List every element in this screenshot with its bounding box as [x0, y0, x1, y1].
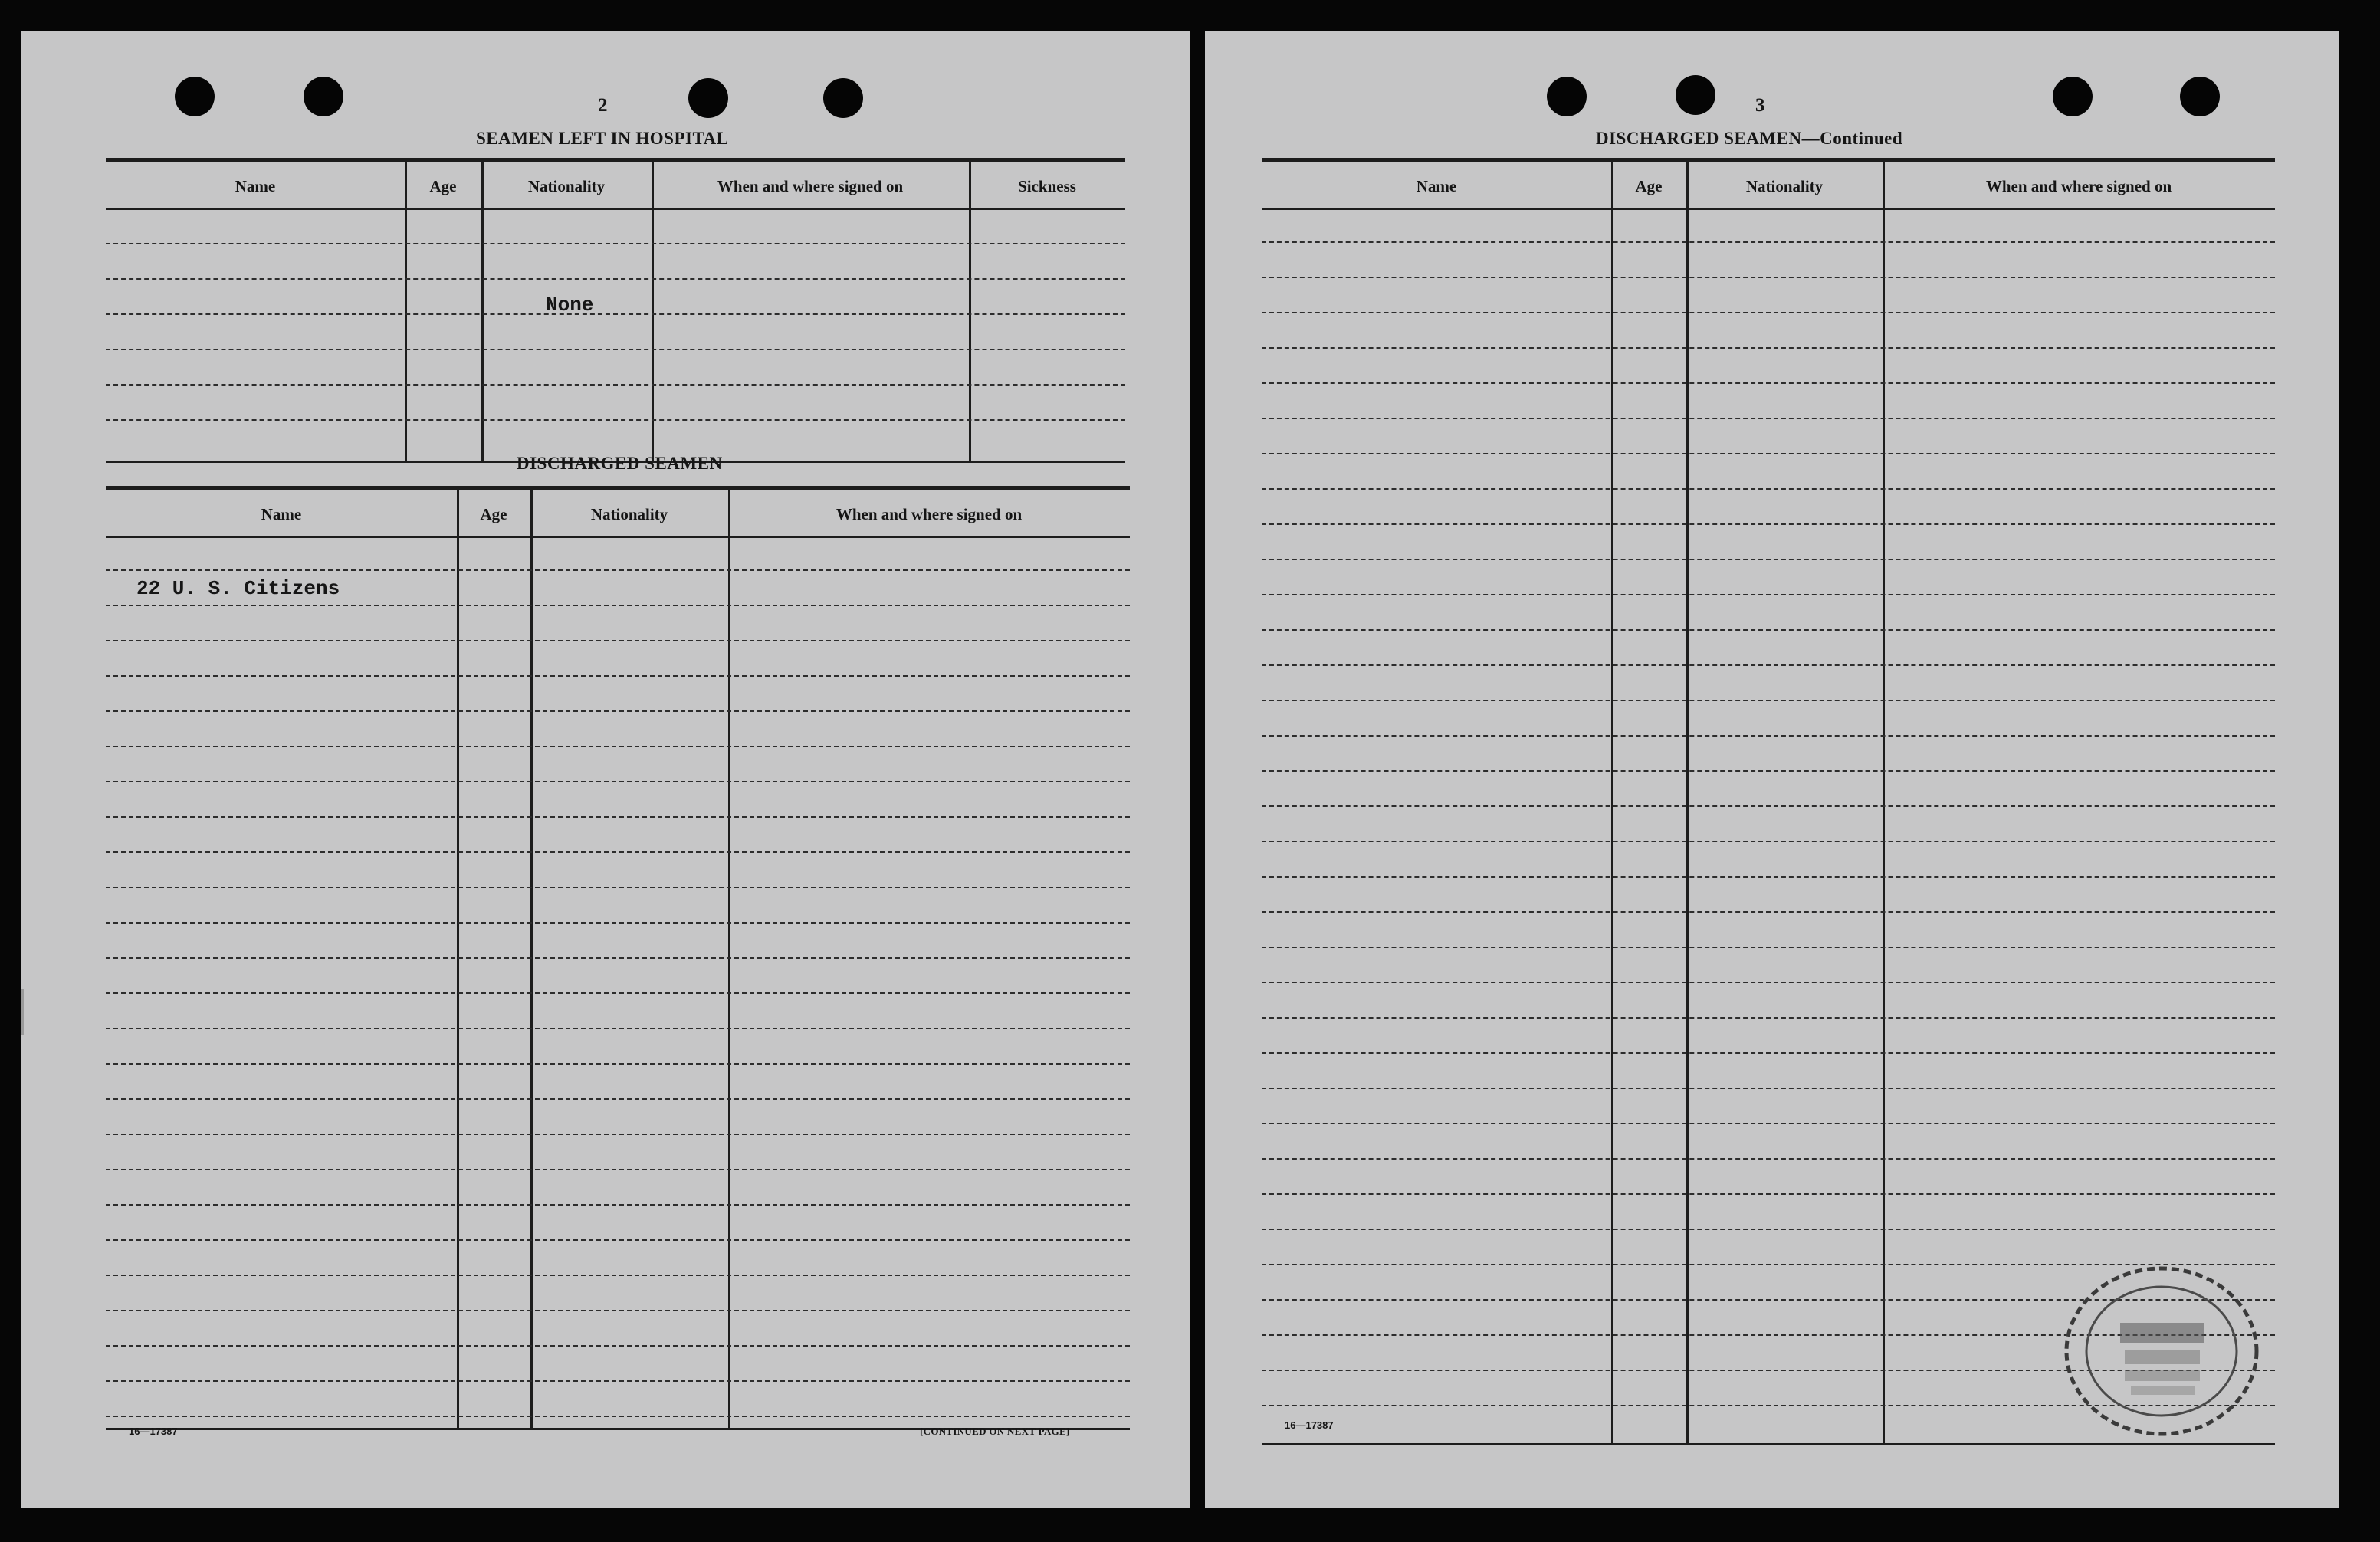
section-title-discharged: DISCHARGED SEAMEN: [517, 454, 723, 473]
ruled-row-line: [106, 1134, 1130, 1135]
hospital-entry: None: [546, 294, 594, 317]
ruled-row-line: [106, 1063, 1130, 1065]
ruled-row-line: [106, 746, 1130, 747]
ruled-row-line: [106, 957, 1130, 959]
ruled-row-line: [1262, 841, 2275, 842]
ruled-row-line: [1262, 1158, 2275, 1160]
column-header-age: Age: [480, 505, 507, 523]
ruled-row-line: [1262, 1052, 2275, 1054]
ruled-row-line: [1262, 1229, 2275, 1230]
punch-hole: [1676, 75, 1715, 115]
column-header-nationality: Nationality: [527, 177, 606, 195]
punch-hole: [688, 78, 728, 118]
ruled-row-line: [1262, 876, 2275, 878]
ruled-row-line: [106, 992, 1130, 994]
discharged-continued-table: [1262, 158, 2275, 1445]
ruled-row-line: [106, 1169, 1130, 1170]
punch-hole: [823, 78, 863, 118]
ruled-row-line: [106, 1098, 1130, 1100]
ruled-row-line: [1262, 453, 2275, 454]
ruled-row-line: [106, 781, 1130, 782]
ruled-row-line: [1262, 982, 2275, 983]
ruled-row-line: [1262, 700, 2275, 701]
form-number: 16—17387: [129, 1426, 178, 1437]
ruled-row-line: [1262, 559, 2275, 560]
section-title-suffix: —Continued: [1801, 129, 1903, 148]
ruled-row-line: [1262, 1017, 2275, 1019]
column-header-age: Age: [1635, 177, 1663, 195]
section-title-discharged-continued: [1596, 129, 1902, 149]
ruled-row-line: [1262, 664, 2275, 666]
ruled-row-line: [1262, 347, 2275, 349]
ruled-row-line: [106, 851, 1130, 853]
ruled-row-line: [1262, 418, 2275, 419]
ruled-row-line: [1262, 594, 2275, 595]
ruled-row-line: [106, 1310, 1130, 1311]
ruled-row-line: [106, 816, 1130, 818]
margin-mark: [21, 989, 34, 1035]
punch-hole: [304, 77, 343, 116]
ruled-row-line: [1262, 735, 2275, 737]
ruled-row-line: [1262, 1088, 2275, 1089]
ruled-row-line: [1262, 241, 2275, 243]
ruled-row-line: [106, 1345, 1130, 1347]
column-header-age: Age: [429, 177, 457, 195]
ruled-row-line: [1262, 805, 2275, 807]
ruled-row-line: [1262, 1123, 2275, 1124]
right-page: [1205, 31, 2339, 1508]
section-title-hospital: SEAMEN LEFT IN HOSPITAL: [476, 129, 729, 148]
ruled-row-line: [106, 1239, 1130, 1241]
ruled-row-line: [106, 1028, 1130, 1029]
ruled-row-line: [106, 1204, 1130, 1206]
ruled-row-line: [1262, 523, 2275, 525]
punch-hole: [1547, 77, 1587, 116]
ruled-row-line: [106, 887, 1130, 888]
page-number: 2: [598, 95, 608, 116]
ruled-row-line: [106, 569, 1130, 571]
punch-hole: [2180, 77, 2220, 116]
page-number: 3: [1755, 95, 1765, 116]
discharged-entry: 22 U. S. Citizens: [136, 577, 340, 600]
ruled-row-line: [106, 922, 1130, 924]
form-number: 16—17387: [1285, 1419, 1334, 1431]
ruled-row-line: [1262, 770, 2275, 772]
hospital-table: [106, 158, 1125, 463]
column-header-nationality: Nationality: [1745, 177, 1824, 195]
inspection-stamp-seal: [2054, 1255, 2269, 1447]
ruled-row-line: [106, 675, 1130, 677]
column-header-name: Name: [1416, 177, 1457, 195]
punch-hole: [2053, 77, 2093, 116]
ruled-row-line: [1262, 947, 2275, 948]
ruled-row-line: [106, 1275, 1130, 1276]
discharged-table: [106, 486, 1130, 1430]
ruled-row-line: [1262, 277, 2275, 278]
left-page: [21, 31, 1190, 1508]
column-header-nationality: Nationality: [590, 505, 668, 523]
punch-hole: [175, 77, 215, 116]
ruled-row-line: [1262, 629, 2275, 631]
column-header-name: Name: [235, 177, 276, 195]
ruled-row-line: [1262, 1193, 2275, 1195]
ruled-row-line: [106, 605, 1130, 606]
ruled-row-line: [1262, 312, 2275, 313]
ruled-row-line: [106, 710, 1130, 712]
ruled-row-line: [1262, 488, 2275, 490]
section-title-text: DISCHARGED SEAMEN: [1596, 129, 1802, 148]
ruled-row-line: [1262, 911, 2275, 913]
ruled-row-line: [106, 1380, 1130, 1382]
column-header-sickness: Sickness: [1018, 177, 1076, 195]
column-header-when-where: When and where signed on: [717, 177, 904, 195]
column-header-when-where: When and where signed on: [1985, 177, 2172, 195]
ruled-row-line: [106, 640, 1130, 641]
column-header-when-where: When and where signed on: [835, 505, 1023, 523]
ruled-row-line: [106, 1416, 1130, 1417]
continued-note: [CONTINUED ON NEXT PAGE]: [920, 1426, 1070, 1437]
column-header-name: Name: [261, 505, 302, 523]
ruled-row-line: [1262, 382, 2275, 384]
